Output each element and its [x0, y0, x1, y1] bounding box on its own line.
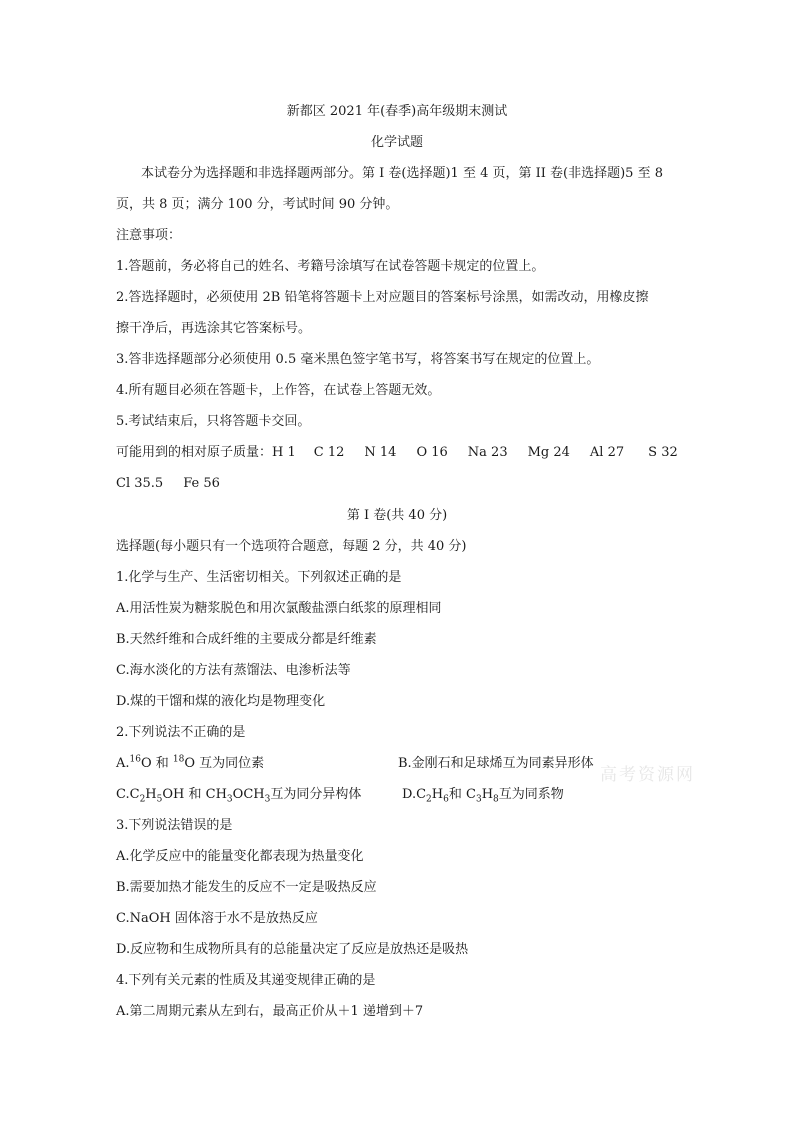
question-3-stem: 3.下列说法错误的是 — [116, 818, 233, 833]
atomic-item: Cl 35.5 — [116, 476, 164, 491]
note-1: 1.答题前，务必将自己的姓名、考籍号涂填写在试卷答题卡规定的位置上。 — [116, 259, 545, 274]
intro-line-1: 本试卷分为选择题和非选择题两部分。第 I 卷(选择题)1 至 4 页，第 II 卷(非选择题)5 至 8 — [141, 166, 663, 181]
atomic-mass-label: 可能用到的相对原子质量： — [116, 445, 273, 460]
question-3-option-d: D.反应物和生成物所具有的总能量决定了反应是放热还是吸热 — [116, 942, 469, 957]
atomic-item: Na 23 — [467, 445, 508, 460]
question-3-option-b: B.需要加热才能发生的反应不一定是吸热反应 — [116, 880, 377, 895]
question-2-option-c: $C.C_2H_5OH$ 和 $CH_3OCH_3$互为同分异构体 — [116, 787, 362, 805]
section-1-instructions: 选择题(每小题只有一个选项符合题意，每题 2 分，共 40 分) — [116, 539, 467, 554]
question-1-option-a: A.用活性炭为糖浆脱色和用次氯酸盐漂白纸浆的原理相同 — [116, 601, 442, 616]
question-4-option-a: A.第二周期元素从左到右，最高正价从＋1 递增到＋7 — [116, 1004, 424, 1019]
note-2-line-2: 擦干净后，再选涂其它答案标号。 — [116, 321, 312, 336]
question-1-stem: 1.化学与生产、生活密切相关。下列叙述正确的是 — [116, 570, 402, 585]
question-4-stem: 4.下列有关元素的性质及其递变规律正确的是 — [116, 973, 376, 988]
notes-heading: 注意事项： — [116, 228, 182, 243]
watermark: 高考资源网 — [600, 765, 695, 785]
section-1-title: 第 I 卷(共 40 分) — [346, 508, 448, 523]
atomic-item: Mg 24 — [527, 445, 570, 460]
question-2-stem: 2.下列说法不正确的是 — [116, 725, 246, 740]
question-1-option-d: D.煤的干馏和煤的液化均是物理变化 — [116, 694, 326, 709]
atomic-item: Al 27 — [589, 445, 625, 460]
atomic-mass-line-2 — [116, 474, 220, 494]
question-2-option-d: $D.C_2H_6$和 $C_3H_8$互为同系物 — [402, 787, 564, 805]
atomic-mass-line — [116, 443, 678, 463]
atomic-item: Fe 56 — [183, 476, 220, 491]
question-1-option-c: C.海水淡化的方法有蒸馏法、电渗析法等 — [116, 663, 351, 678]
note-2-line-1: 2.答选择题时，必须使用 2B 铅笔将答题卡上对应题目的答案标号涂黑，如需改动，用橡皮擦 — [116, 290, 649, 305]
atomic-item: N 14 — [364, 445, 397, 460]
atomic-item: C 12 — [313, 445, 345, 460]
question-3-option-a: A.化学反应中的能量变化都表现为热量变化 — [116, 849, 364, 864]
note-5: 5.考试结束后，只将答题卡交回。 — [116, 414, 311, 429]
note-4: 4.所有题目必须在答题卡，上作答，在试卷上答题无效。 — [116, 383, 441, 398]
subject-title: 化学试题 — [370, 135, 423, 150]
intro-line-2: 页，共 8 页；满分 100 分，考试时间 90 分钟。 — [116, 197, 399, 212]
exam-title: 新都区 2021 年(春季)高年级期末测试 — [286, 104, 508, 119]
note-3: 3.答非选择题部分必须使用 0.5 毫米黑色签字笔书写，将答案书写在规定的位置上。 — [116, 352, 600, 367]
question-1-option-b: B.天然纤维和合成纤维的主要成分都是纤维素 — [116, 632, 377, 647]
atomic-item: O 16 — [416, 445, 448, 460]
question-2-option-a: A.$^{16}$O 和 $^{18}$O 互为同位素 — [116, 754, 265, 771]
question-3-option-c: C.NaOH 固体溶于水不是放热反应 — [116, 911, 318, 926]
question-2-option-b: B.金刚石和足球烯互为同素异形体 — [398, 756, 594, 771]
atomic-item: H 1 — [272, 445, 296, 460]
atomic-item: S 32 — [648, 445, 678, 460]
